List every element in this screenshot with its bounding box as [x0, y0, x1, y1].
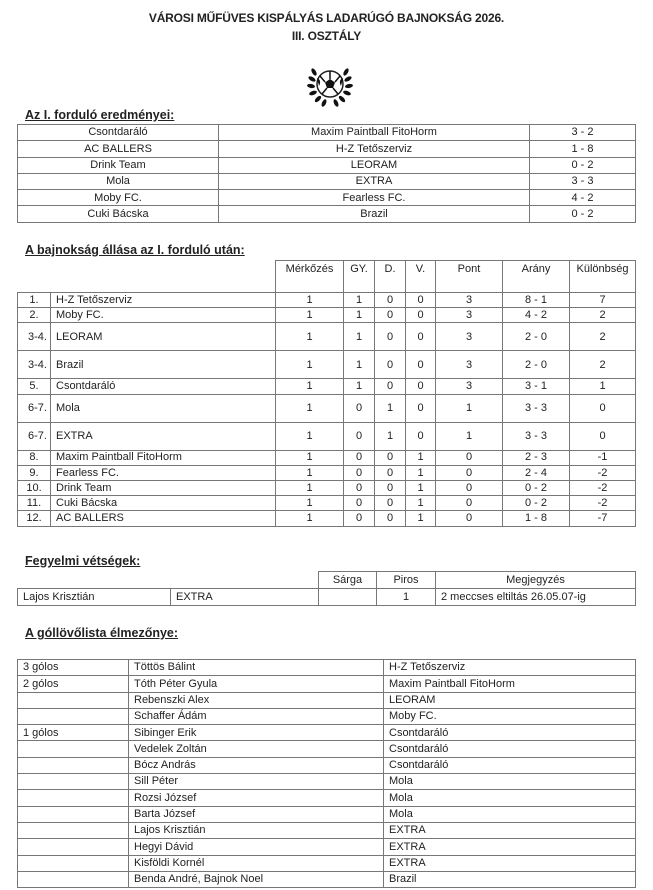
- draws-cell: 0: [375, 351, 406, 379]
- diff-cell: 2: [570, 323, 636, 351]
- scorers-heading: A góllövőlista élmezőnye:: [25, 626, 179, 640]
- discipline-heading: Fegyelmi vétségek:: [25, 554, 141, 568]
- wins-cell: 0: [344, 450, 375, 465]
- player-header: [18, 572, 171, 589]
- document-subtitle: III. OSZTÁLY: [291, 29, 362, 43]
- wins-cell: 0: [344, 394, 375, 422]
- wins-cell: 1: [344, 293, 375, 308]
- diff-cell: -2: [570, 496, 636, 511]
- home-team-cell: Drink Team: [18, 157, 219, 173]
- matches-cell: 1: [276, 293, 344, 308]
- standings-row: [18, 293, 636, 308]
- team-cell: Mola: [384, 774, 636, 790]
- team-cell: Moby FC.: [384, 708, 636, 724]
- yellow-card-cell: [319, 589, 377, 606]
- matches-cell: 1: [276, 351, 344, 379]
- discipline-table: [17, 571, 636, 606]
- player-cell: Rozsi József: [129, 790, 384, 806]
- diff-cell: -2: [570, 480, 636, 495]
- wins-cell: 1: [344, 379, 375, 394]
- points-cell: 1: [436, 422, 503, 450]
- rank-cell: 3-4.: [18, 351, 51, 379]
- ratio-cell: 8 - 1: [503, 293, 570, 308]
- losses-cell: 0: [406, 422, 436, 450]
- matches-cell: 1: [276, 511, 344, 526]
- soccer-ball-laurel-icon: [306, 62, 354, 110]
- scorer-row: [18, 806, 636, 822]
- points-cell: 3: [436, 308, 503, 323]
- diff-cell: 2: [570, 351, 636, 379]
- rank-cell: 6-7.: [18, 422, 51, 450]
- score-cell: 1 - 8: [530, 141, 636, 157]
- note-header: Megjegyzés: [436, 572, 636, 589]
- note-cell: 2 meccses eltiltás 26.05.07-ig: [436, 589, 636, 606]
- result-row: [18, 141, 636, 157]
- rank-cell: 12.: [18, 511, 51, 526]
- matches-cell: 1: [276, 323, 344, 351]
- rank-cell: 6-7.: [18, 394, 51, 422]
- team-header: [171, 572, 319, 589]
- team-cell: Csontdaráló: [384, 757, 636, 773]
- ratio-cell: 3 - 3: [503, 394, 570, 422]
- scorer-row: [18, 871, 636, 887]
- scorer-row: [18, 708, 636, 724]
- scorer-row: [18, 774, 636, 790]
- matches-cell: 1: [276, 308, 344, 323]
- draws-cell: 0: [375, 511, 406, 526]
- result-row: [18, 173, 636, 189]
- matches-cell: 1: [276, 450, 344, 465]
- rank-cell: 8.: [18, 450, 51, 465]
- rank-cell: 1.: [18, 293, 51, 308]
- wins-cell: 0: [344, 422, 375, 450]
- points-cell: 3: [436, 379, 503, 394]
- team-cell: Brazil: [51, 351, 276, 379]
- draws-cell: 1: [375, 422, 406, 450]
- player-cell: Schaffer Ádám: [129, 708, 384, 724]
- wins-header: GY.: [344, 261, 375, 293]
- goals-cell: [18, 855, 129, 871]
- standings-row: [18, 422, 636, 450]
- result-row: [18, 190, 636, 206]
- goals-cell: [18, 806, 129, 822]
- standings-heading: A bajnokság állása az I. forduló után:: [25, 243, 245, 257]
- diff-cell: -7: [570, 511, 636, 526]
- team-cell: EXTRA: [51, 422, 276, 450]
- away-team-cell: H-Z Tetőszerviz: [219, 141, 530, 157]
- result-row: [18, 206, 636, 222]
- team-cell: Cuki Bácska: [51, 496, 276, 511]
- scorer-row: [18, 855, 636, 871]
- score-cell: 0 - 2: [530, 206, 636, 222]
- diff-cell: -1: [570, 450, 636, 465]
- results-table: [17, 124, 636, 223]
- team-cell: Mola: [384, 790, 636, 806]
- player-cell: Lajos Krisztián: [18, 589, 171, 606]
- matches-cell: 1: [276, 496, 344, 511]
- points-cell: 3: [436, 293, 503, 308]
- scorer-row: [18, 822, 636, 838]
- standings-row: [18, 450, 636, 465]
- yellow-header: Sárga: [319, 572, 377, 589]
- standings-row: [18, 480, 636, 495]
- rank-header: [18, 261, 51, 293]
- draws-cell: 0: [375, 480, 406, 495]
- scorer-row: [18, 725, 636, 741]
- losses-cell: 0: [406, 308, 436, 323]
- rank-cell: 11.: [18, 496, 51, 511]
- diff-header: Különbség: [570, 261, 636, 293]
- goals-cell: 1 gólos: [18, 725, 129, 741]
- standings-row: [18, 351, 636, 379]
- away-team-cell: EXTRA: [219, 173, 530, 189]
- standings-table: [17, 260, 636, 527]
- team-cell: EXTRA: [171, 589, 319, 606]
- diff-cell: 7: [570, 293, 636, 308]
- draws-cell: 1: [375, 394, 406, 422]
- diff-cell: 0: [570, 394, 636, 422]
- player-cell: Bócz András: [129, 757, 384, 773]
- standings-row: [18, 511, 636, 526]
- ratio-header: Arány: [503, 261, 570, 293]
- team-cell: Moby FC.: [51, 308, 276, 323]
- matches-header: Mérkőzés: [276, 261, 344, 293]
- away-team-cell: Brazil: [219, 206, 530, 222]
- standings-row: [18, 496, 636, 511]
- scorer-row: [18, 790, 636, 806]
- team-cell: EXTRA: [384, 839, 636, 855]
- ratio-cell: 4 - 2: [503, 308, 570, 323]
- losses-cell: 0: [406, 394, 436, 422]
- wins-cell: 0: [344, 511, 375, 526]
- wins-cell: 1: [344, 351, 375, 379]
- team-cell: Drink Team: [51, 480, 276, 495]
- ratio-cell: 0 - 2: [503, 496, 570, 511]
- goals-cell: 3 gólos: [18, 660, 129, 676]
- rank-cell: 2.: [18, 308, 51, 323]
- wins-cell: 0: [344, 465, 375, 480]
- points-header: Pont: [436, 261, 503, 293]
- points-cell: 3: [436, 351, 503, 379]
- wins-cell: 1: [344, 323, 375, 351]
- draws-cell: 0: [375, 379, 406, 394]
- team-cell: EXTRA: [384, 855, 636, 871]
- standings-row: [18, 308, 636, 323]
- draws-cell: 0: [375, 496, 406, 511]
- wins-cell: 0: [344, 496, 375, 511]
- scorer-row: [18, 676, 636, 692]
- team-cell: Fearless FC.: [51, 465, 276, 480]
- result-row: [18, 157, 636, 173]
- player-cell: Töttös Bálint: [129, 660, 384, 676]
- ratio-cell: 3 - 1: [503, 379, 570, 394]
- draws-cell: 0: [375, 293, 406, 308]
- points-cell: 0: [436, 450, 503, 465]
- matches-cell: 1: [276, 422, 344, 450]
- losses-cell: 0: [406, 351, 436, 379]
- score-cell: 0 - 2: [530, 157, 636, 173]
- scorer-row: [18, 839, 636, 855]
- losses-cell: 0: [406, 293, 436, 308]
- goals-cell: [18, 839, 129, 855]
- wins-cell: 0: [344, 480, 375, 495]
- diff-cell: -2: [570, 465, 636, 480]
- scorer-row: [18, 757, 636, 773]
- away-team-cell: LEORAM: [219, 157, 530, 173]
- home-team-cell: AC BALLERS: [18, 141, 219, 157]
- losses-cell: 1: [406, 511, 436, 526]
- team-cell: Csontdaráló: [51, 379, 276, 394]
- points-cell: 3: [436, 323, 503, 351]
- home-team-cell: Moby FC.: [18, 190, 219, 206]
- scorer-row: [18, 660, 636, 676]
- ratio-cell: 0 - 2: [503, 480, 570, 495]
- ratio-cell: 2 - 0: [503, 323, 570, 351]
- player-cell: Lajos Krisztián: [129, 822, 384, 838]
- draws-cell: 0: [375, 308, 406, 323]
- losses-cell: 1: [406, 496, 436, 511]
- score-cell: 3 - 3: [530, 173, 636, 189]
- ratio-cell: 2 - 4: [503, 465, 570, 480]
- team-cell: AC BALLERS: [51, 511, 276, 526]
- standings-row: [18, 394, 636, 422]
- standings-row: [18, 465, 636, 480]
- goals-cell: [18, 774, 129, 790]
- ratio-cell: 2 - 3: [503, 450, 570, 465]
- goals-cell: [18, 708, 129, 724]
- losses-cell: 1: [406, 480, 436, 495]
- matches-cell: 1: [276, 394, 344, 422]
- losses-header: V.: [406, 261, 436, 293]
- player-cell: Kisföldi Kornél: [129, 855, 384, 871]
- player-cell: Rebenszki Alex: [129, 692, 384, 708]
- diff-cell: 1: [570, 379, 636, 394]
- points-cell: 0: [436, 480, 503, 495]
- discipline-row: [18, 589, 636, 606]
- losses-cell: 1: [406, 450, 436, 465]
- points-cell: 0: [436, 496, 503, 511]
- matches-cell: 1: [276, 465, 344, 480]
- points-cell: 0: [436, 465, 503, 480]
- player-cell: Sill Péter: [129, 774, 384, 790]
- losses-cell: 1: [406, 465, 436, 480]
- ratio-cell: 3 - 3: [503, 422, 570, 450]
- result-row: [18, 125, 636, 141]
- rank-cell: 3-4.: [18, 323, 51, 351]
- player-cell: Tóth Péter Gyula: [129, 676, 384, 692]
- team-cell: LEORAM: [51, 323, 276, 351]
- team-cell: Maxim Paintball FitoHorm: [384, 676, 636, 692]
- team-cell: Maxim Paintball FitoHorm: [51, 450, 276, 465]
- ratio-cell: 1 - 8: [503, 511, 570, 526]
- team-cell: Csontdaráló: [384, 725, 636, 741]
- goals-cell: [18, 741, 129, 757]
- player-cell: Benda André, Bajnok Noel: [129, 871, 384, 887]
- scorers-table: [17, 659, 636, 888]
- away-team-cell: Maxim Paintball FitoHorm: [219, 125, 530, 141]
- team-cell: H-Z Tetőszerviz: [51, 293, 276, 308]
- team-cell: LEORAM: [384, 692, 636, 708]
- team-header: [51, 261, 276, 293]
- standings-row: [18, 323, 636, 351]
- red-card-cell: 1: [377, 589, 436, 606]
- diff-cell: 0: [570, 422, 636, 450]
- losses-cell: 0: [406, 323, 436, 351]
- rank-cell: 10.: [18, 480, 51, 495]
- standings-row: [18, 379, 636, 394]
- score-cell: 3 - 2: [530, 125, 636, 141]
- points-cell: 1: [436, 394, 503, 422]
- results-heading: Az I. forduló eredményei:: [25, 108, 175, 122]
- rank-cell: 5.: [18, 379, 51, 394]
- ratio-cell: 2 - 0: [503, 351, 570, 379]
- goals-cell: [18, 692, 129, 708]
- discipline-header-row: [18, 572, 636, 589]
- score-cell: 4 - 2: [530, 190, 636, 206]
- player-cell: Barta József: [129, 806, 384, 822]
- home-team-cell: Cuki Bácska: [18, 206, 219, 222]
- team-cell: Csontdaráló: [384, 741, 636, 757]
- losses-cell: 0: [406, 379, 436, 394]
- scorer-row: [18, 741, 636, 757]
- goals-cell: 2 gólos: [18, 676, 129, 692]
- draws-cell: 0: [375, 450, 406, 465]
- scorer-row: [18, 692, 636, 708]
- goals-cell: [18, 871, 129, 887]
- player-cell: Hegyi Dávid: [129, 839, 384, 855]
- goals-cell: [18, 790, 129, 806]
- team-cell: Mola: [51, 394, 276, 422]
- home-team-cell: Csontdaráló: [18, 125, 219, 141]
- wins-cell: 1: [344, 308, 375, 323]
- matches-cell: 1: [276, 480, 344, 495]
- home-team-cell: Mola: [18, 173, 219, 189]
- team-cell: EXTRA: [384, 822, 636, 838]
- goals-cell: [18, 822, 129, 838]
- red-header: Piros: [377, 572, 436, 589]
- player-cell: Vedelek Zoltán: [129, 741, 384, 757]
- draws-cell: 0: [375, 465, 406, 480]
- draws-cell: 0: [375, 323, 406, 351]
- team-cell: Brazil: [384, 871, 636, 887]
- points-cell: 0: [436, 511, 503, 526]
- away-team-cell: Fearless FC.: [219, 190, 530, 206]
- standings-header-row: [18, 261, 636, 293]
- player-cell: Sibinger Erik: [129, 725, 384, 741]
- document-title: VÁROSI MŰFÜVES KISPÁLYÁS LADARÚGÓ BAJNOKSÁG 2026.: [148, 11, 505, 25]
- diff-cell: 2: [570, 308, 636, 323]
- team-cell: H-Z Tetőszerviz: [384, 660, 636, 676]
- goals-cell: [18, 757, 129, 773]
- rank-cell: 9.: [18, 465, 51, 480]
- team-cell: Mola: [384, 806, 636, 822]
- draws-header: D.: [375, 261, 406, 293]
- matches-cell: 1: [276, 379, 344, 394]
